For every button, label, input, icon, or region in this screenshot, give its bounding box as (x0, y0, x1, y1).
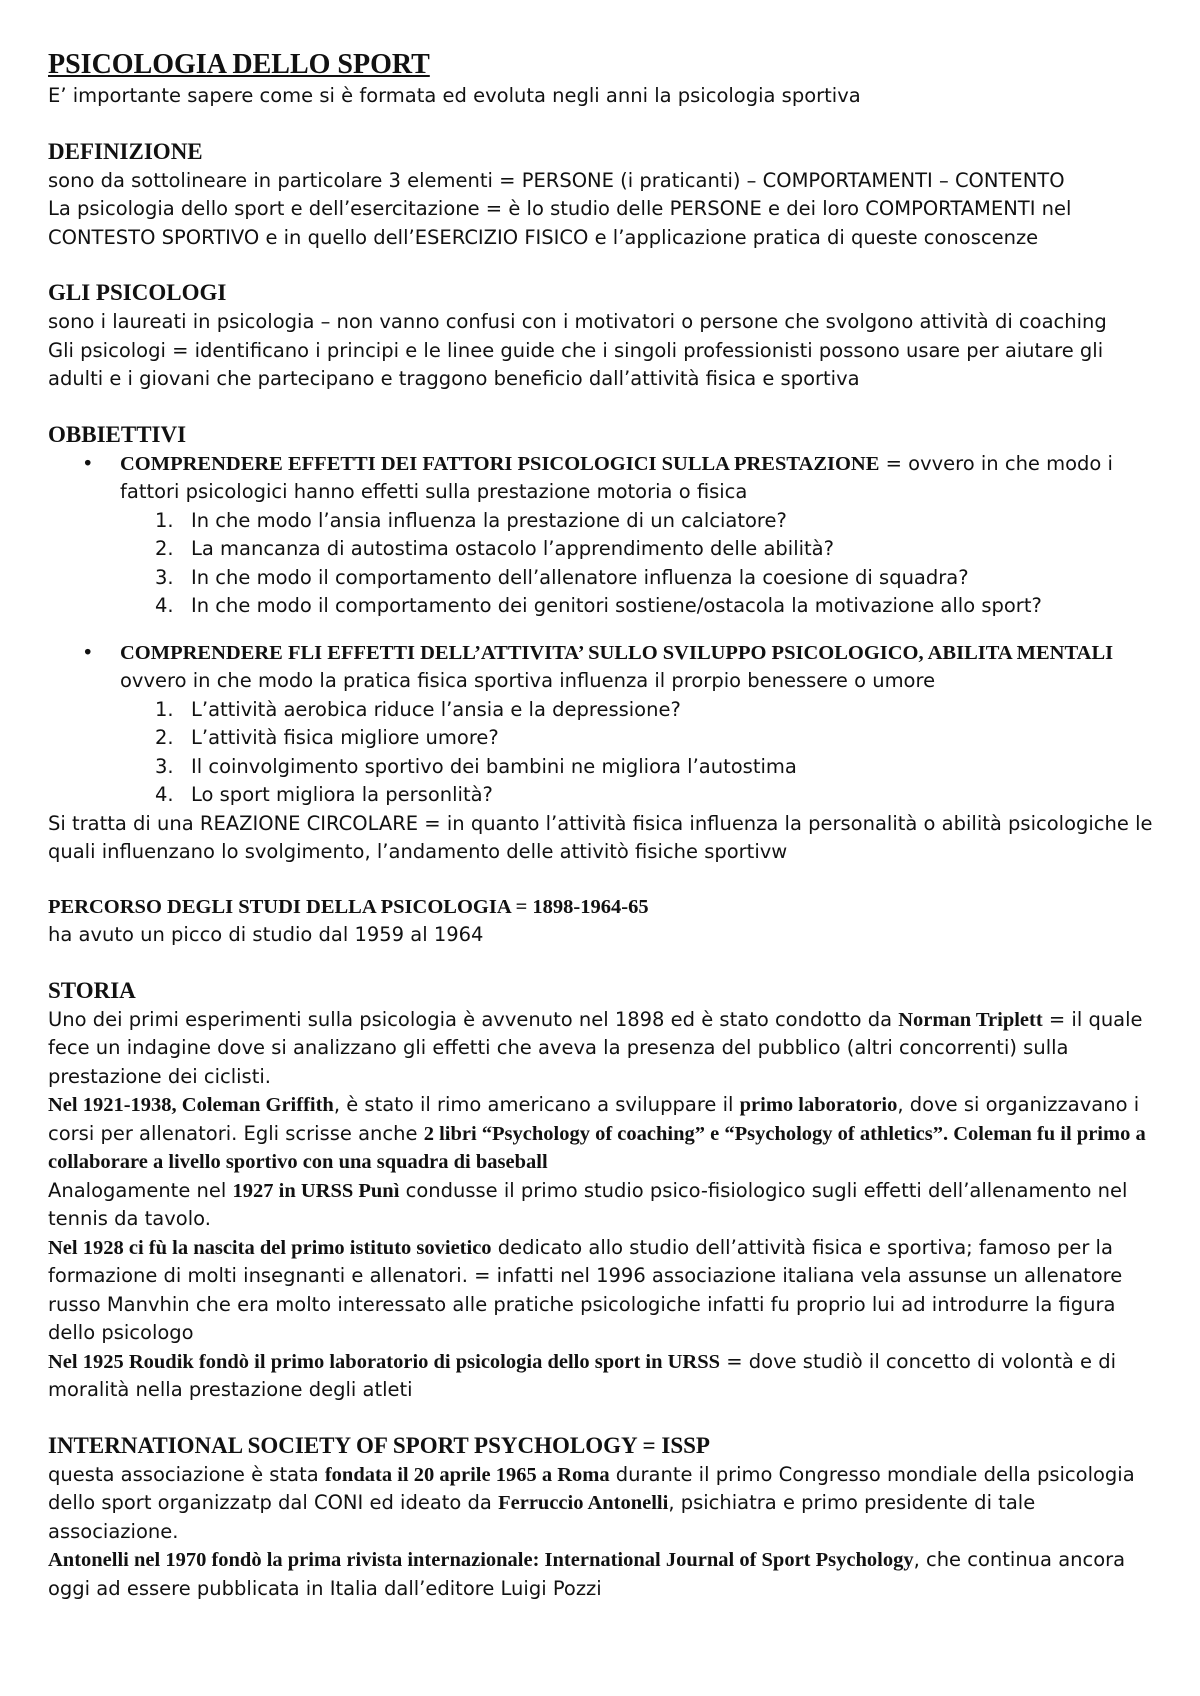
bullet-bold-text: COMPRENDERE EFFETTI DEI FATTORI PSICOLOGICI SULLA PRESTAZIONE (120, 452, 880, 475)
bullet-text: = ovvero in che modo i fattori psicologici hanno effetti sulla prestazione motoria o fisica (120, 451, 1113, 503)
heading-issp: INTERNATIONAL SOCIETY OF SPORT PSYCHOLOGY = ISSP (48, 1432, 710, 1458)
bullet-icon: • (82, 640, 94, 664)
psicologi-line2: Gli psicologi = identificano i principi e le linee guide che i singoli professionisti possono usare per aiutare gli adulti e i giovani che partecipano e traggono beneficio dall’attività fisica e sportiva (48, 338, 1104, 390)
list-item: 1. L’attività aerobica riduce l’ansia e la depressione? (155, 697, 681, 721)
list-item: 4. In che modo il comportamento dei genitori sostiene/ostacola la motivazione allo sport? (155, 594, 1042, 617)
heading-storia: STORIA (48, 977, 136, 1003)
list-item: 4. Lo sport migliora la personlità? (155, 783, 493, 806)
heading-obbiettivi: OBBIETTIVI (48, 421, 187, 447)
numbered-list (48, 507, 1160, 621)
heading-psicologi: GLI PSICOLOGI (48, 280, 227, 305)
list-item: 2. La mancanza di autostima ostacolo l’apprendimento delle abilità? (155, 537, 834, 560)
bullet-item (48, 450, 1160, 507)
list-item: 3. Il coinvolgimento sportivo dei bambini ne migliora l’autostima (155, 754, 797, 778)
reazione-circolare-text: Si tratta di una REAZIONE CIRCOLARE = in quanto l’attività fisica influenza la personalità o abilità psicologiche le quali influenzano lo svolgimento, l’andamento delle attivitò fisiche sportivw (48, 811, 1153, 863)
list-item: 2. L’attività fisica migliore umore? (155, 726, 499, 749)
list-item: 3. In che modo il comportamento dell’allenatore influenza la coesione di squadra? (155, 565, 969, 589)
psicologi-line1: sono i laureati in psicologia – non vanno confusi con i motivatori o persone che svolgono attività di coaching (48, 310, 1107, 333)
storia-paragraph-5: Nel 1925 Roudik fondò il primo laboratorio di psicologia dello sport in URSS = dove studiò il concetto di volontà e di moralità nella prestazione degli atleti (48, 1349, 1117, 1401)
percorso-text: ha avuto un picco di studio dal 1959 al 1964 (48, 923, 484, 946)
storia-paragraph-4: Nel 1928 ci fù la nascita del primo istituto sovietico dedicato allo studio dell’attività fisica e sportiva; famoso per la formazione di molti insegnanti e allenatori. = infatti nel 1996 associazione italiana vela assunse un allenatore russo Manvhin che era molto interessato alle pratiche psicologiche infatti fu proprio lui ad introdurre la figura dello psicologo (48, 1235, 1123, 1344)
definizione-line2: La psicologia dello sport e dell’esercitazione = è lo studio delle PERSONE e dei loro COMPORTAMENTI nel CONTESTO SPORTIVO e in quello dell’ESERCIZIO FISICO e l’applicazione pratica di queste conoscenze (48, 197, 1072, 249)
storia-paragraph-3: Analogamente nel 1927 in URSS Punì condusse il primo studio psico-fisiologico sugli effetti dell’allenamento nel tennis da tavolo. (48, 1178, 1128, 1230)
bullet-icon: • (82, 451, 94, 475)
issp-paragraph-1: questa associazione è stata fondata il 20 aprile 1965 a Roma durante il primo Congresso mondiale della psicologia dello sport organizzatp dal CONI ed ideato da Ferruccio Antonelli, psichiatra e primo presidente di tale associazione. (48, 1462, 1135, 1543)
bullet-bold-text: COMPRENDERE FLI EFFETTI DELL’ATTIVITA’ SULLO SVILUPPO PSICOLOGICO, ABILITA MENTALI (120, 641, 1114, 664)
issp-paragraph-2: Antonelli nel 1970 fondò la prima rivista internazionale: International Journal of Sport Psychology, che continua ancora oggi ad essere pubblicata in Italia dall’editore Luigi Pozzi (48, 1548, 1126, 1600)
intro-text: E’ importante sapere come si è formata ed evoluta negli anni la psicologia sportiva (48, 84, 861, 107)
heading-definizione: DEFINIZIONE (48, 138, 203, 164)
bullet-text: ovvero in che modo la pratica fisica sportiva influenza il prorpio benessere o umore (120, 669, 936, 692)
bullet-item (48, 639, 1160, 696)
numbered-list (48, 696, 1160, 810)
list-item: 1. In che modo l’ansia influenza la prestazione di un calciatore? (155, 508, 787, 532)
document-title: PSICOLOGIA DELLO SPORT (48, 49, 430, 80)
heading-percorso: PERCORSO DEGLI STUDI DELLA PSICOLOGIA = 1898-1964-65 (48, 895, 649, 918)
storia-paragraph-1: Uno dei primi esperimenti sulla psicologia è avvenuto nel 1898 ed è stato condotto da Norman Triplett = il quale fece un indagine dove si analizzano gli effetti che aveva la presenza del pubblico (altri concorrenti) sulla prestazione dei ciclisti. (48, 1007, 1143, 1088)
definizione-line1: sono da sottolineare in particolare 3 elementi = PERSONE (i praticanti) – COMPORTAMENTI – CONTENTO (48, 168, 1065, 192)
storia-paragraph-2: Nel 1921-1938, Coleman Griffith, è stato il rimo americano a sviluppare il primo laboratorio, dove si organizzavano i corsi per allenatori. Egli scrisse anche 2 libri “Psychology of coaching” e “Psychology of athletics”. Coleman fu il primo a collaborare a livello sportivo con una squadra di baseball (48, 1093, 1146, 1173)
